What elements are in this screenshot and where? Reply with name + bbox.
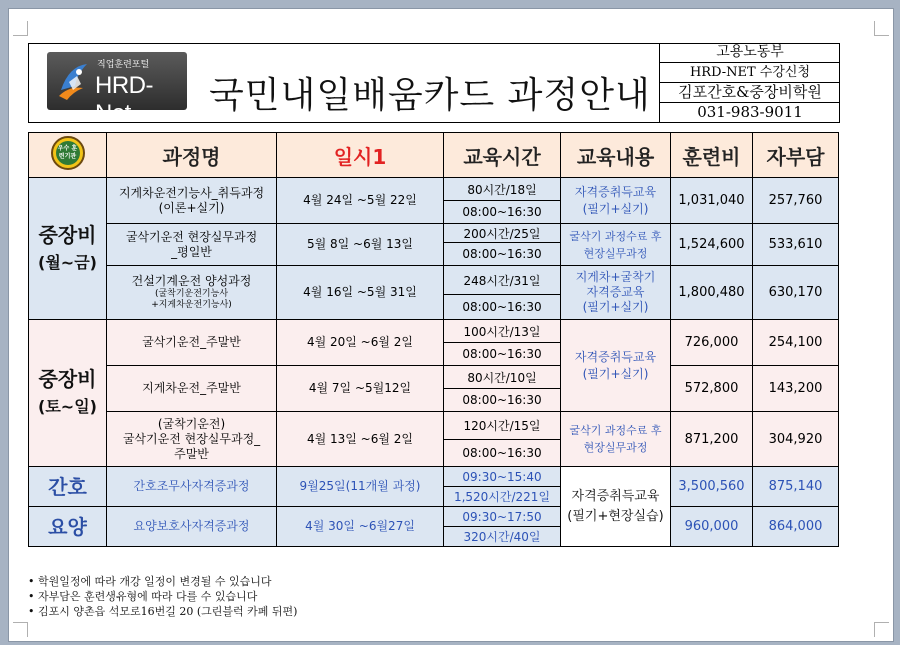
course-self-pay: 864,000: [753, 507, 839, 547]
header-fee: 훈련비: [671, 133, 753, 178]
course-time: 09:30~17:50: [444, 507, 561, 527]
header-badge-cell: [29, 133, 107, 178]
course-date: 9월25일(11개월 과정): [277, 467, 444, 507]
footnote: • 학원일정에 따라 개강 일정이 변경될 수 있습니다: [28, 575, 272, 588]
course-fee: 726,000: [671, 320, 753, 366]
course-content: 지게차+굴착기 자격증교육 (필기+실기): [561, 266, 671, 320]
category-weekday: 중장비 (월~금): [29, 178, 107, 320]
info-registration: HRD-NET 수강신청: [660, 63, 840, 83]
course-content: 굴삭기 과정수료 후 현장실무과정: [561, 224, 671, 266]
course-fee: 3,500,560: [671, 467, 753, 507]
course-time: 09:30~15:40: [444, 467, 561, 487]
course-fee: 1,031,040: [671, 178, 753, 224]
course-self-pay: 875,140: [753, 467, 839, 507]
footnote: • 자부담은 훈련생유형에 따라 다를 수 있습니다: [28, 590, 258, 603]
course-fee: 1,524,600: [671, 224, 753, 266]
header-content: 교육내용: [561, 133, 671, 178]
course-date: 4월 7일 ~5월12일: [277, 366, 444, 412]
excellence-badge-icon: 우수 훈련기관: [51, 136, 85, 170]
course-time: 08:00~16:30: [444, 243, 561, 266]
table-header-row: [29, 133, 839, 178]
course-hours: 80시간/10일: [444, 366, 561, 389]
course-hours: 320시간/40일: [444, 527, 561, 547]
course-date: 4월 13일 ~6월 2일: [277, 412, 444, 467]
header-hours: 교육시간: [444, 133, 561, 178]
course-self-pay: 143,200: [753, 366, 839, 412]
course-self-pay: 254,100: [753, 320, 839, 366]
course-self-pay: 304,920: [753, 412, 839, 467]
course-content: 굴삭기 과정수료 후 현장실무과정: [561, 412, 671, 467]
course-date: 4월 16일 ~5월 31일: [277, 266, 444, 320]
corner-mark: [874, 622, 889, 637]
course-fee: 1,800,480: [671, 266, 753, 320]
course-hours: 100시간/13일: [444, 320, 561, 343]
course-date: 4월 20일 ~6월 2일: [277, 320, 444, 366]
course-date: 4월 24일 ~5월 22일: [277, 178, 444, 224]
course-name: 지게차운전기능사_취득과정 (이론+실기): [107, 178, 277, 224]
corner-mark: [874, 21, 889, 36]
table-row: [29, 467, 839, 487]
category-care: 요양: [29, 507, 107, 547]
course-time: 08:00~16:30: [444, 343, 561, 366]
info-phone: 031-983-9011: [697, 103, 803, 121]
course-fee: 572,800: [671, 366, 753, 412]
category-weekend: 중장비 (토~일): [29, 320, 107, 467]
table-row: [29, 266, 839, 295]
header-box: [28, 43, 840, 127]
course-fee: 871,200: [671, 412, 753, 467]
course-time: 08:00~16:30: [444, 440, 561, 467]
course-self-pay: 533,610: [753, 224, 839, 266]
course-name: 지게차운전_주말반: [107, 366, 277, 412]
course-fee: 960,000: [671, 507, 753, 547]
footnotes: [28, 574, 297, 619]
table-row: [29, 507, 839, 527]
course-time: 08:00~16:30: [444, 201, 561, 224]
course-hours: 200시간/25일: [444, 224, 561, 243]
course-hours: 1,520시간/221일: [444, 487, 561, 507]
course-hours: 120시간/15일: [444, 412, 561, 440]
logo-mark-icon: [55, 60, 91, 102]
page-title: 국민내일배움카드 과정안내: [209, 75, 651, 116]
course-content: 자격증취득교육 (필기+실기): [561, 178, 671, 224]
table-row: [29, 320, 839, 343]
logo-subtext: 직업훈련포털: [97, 60, 150, 70]
corner-mark: [13, 21, 28, 36]
course-time: 08:00~16:30: [444, 295, 561, 320]
course-time: 08:00~16:30: [444, 389, 561, 412]
course-self-pay: 630,170: [753, 266, 839, 320]
table-row: [29, 224, 839, 243]
category-nurse: 간호: [29, 467, 107, 507]
course-name: 간호조무사자격증과정: [107, 467, 277, 507]
contact-info: [659, 43, 840, 122]
course-content: 자격증취득교육 (필기+실기): [561, 320, 671, 412]
header-self-pay: 자부담: [753, 133, 839, 178]
course-hours: 248시간/31일: [444, 266, 561, 295]
logo-text: HRD-Net: [95, 72, 153, 127]
course-name: 굴삭기운전 현장실무과정 _평일반: [107, 224, 277, 266]
course-hours: 80시간/18일: [444, 178, 561, 201]
footnote: • 김포시 양촌읍 석모로16번길 20 (그린블럭 카페 뒤편): [28, 605, 298, 618]
course-table: [28, 132, 839, 547]
info-ministry: 고용노동부: [660, 43, 840, 63]
course-date: 5월 8일 ~6월 13일: [277, 224, 444, 266]
course-date: 4월 30일 ~6월27일: [277, 507, 444, 547]
table-row: [29, 412, 839, 440]
table-row: [29, 178, 839, 201]
table-row: [29, 366, 839, 389]
course-name: 요양보호사자격증과정: [107, 507, 277, 547]
hrd-net-logo: [47, 52, 187, 127]
course-name: (굴착기운전) 굴삭기운전 현장실무과정_ 주말반: [107, 412, 277, 467]
course-name: 건설기계운전 양성과정 (굴착기운전기능사 +지게차운전기능사): [107, 266, 277, 320]
header-schedule: 일시1: [277, 133, 444, 178]
course-name: 굴삭기운전_주말반: [107, 320, 277, 366]
header-course: 과정명: [107, 133, 277, 178]
info-academy: 김포간호&중장비학원: [660, 83, 840, 103]
course-content: 자격증취득교육 (필기+현장실습): [561, 467, 671, 547]
corner-mark: [13, 622, 28, 637]
course-self-pay: 257,760: [753, 178, 839, 224]
